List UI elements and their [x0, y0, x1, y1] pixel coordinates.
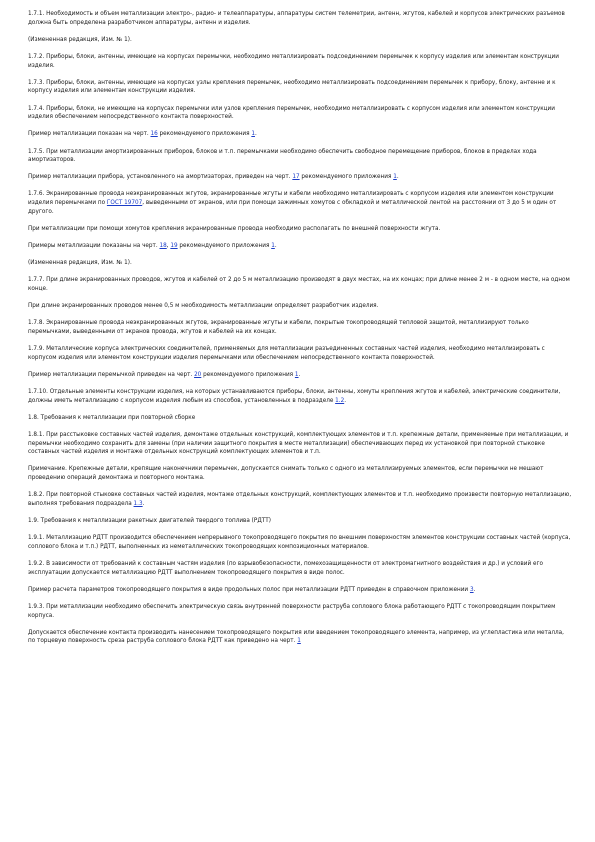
paragraph-text: При металлизации при помощи хомутов крепления экранированные провода необходимо располагать по внешней поверхности жгута. [28, 225, 441, 232]
paragraph [28, 560, 572, 577]
paragraph-text: 1.7.9. Металлические корпуса электрических соединителей, применяемых для металлизации разъединенных составных частей изделия, необходимо металлизировать с корпусом изделия или элементом конструкции изделия перемычками или обеспечением непосредственного контакта поверхностей. [28, 346, 545, 361]
paragraph [28, 53, 572, 70]
paragraph [28, 371, 572, 380]
paragraph-text: (Измененная редакция, Изм. № 1). [28, 36, 132, 43]
paragraph-text: 1.9. Требования к металлизации ракетных двигателей твердого топлива (РДТТ) [28, 518, 271, 525]
paragraph [28, 431, 572, 457]
paragraph [28, 491, 572, 508]
reference-link[interactable]: 1 [251, 131, 255, 138]
paragraph [28, 586, 572, 595]
reference-link[interactable]: 16 [150, 131, 158, 138]
paragraph-text: 1.7.3. Приборы, блоки, антенны, имеющие на корпусах узлы крепления перемычек, необходимо металлизировать подсоединением перемычек к прибору, блоку, антенне и к корпусу изделия или элементам конструкции изделия. [28, 79, 556, 95]
paragraph-text: 1.8.2. При повторной стыковке составных частей изделия, монтаже отдельных конструкций, комплектующих элементов и т.п. необходимо произвести повторную металлизацию, выполняя требования подраздела [28, 492, 572, 507]
reference-link[interactable]: ГОСТ 19707 [106, 200, 143, 207]
document-body [28, 10, 572, 655]
paragraph-text: Пример металлизации перемычкой приведен на черт. [28, 371, 195, 378]
paragraph-text: . [396, 174, 399, 181]
paragraph-text: 1.8.1. При расстыковке составных частей изделия, демонтаже отдельных конструкций, комплектующих элементов и т.п. крепежные детали, применяемые при металлизации, и перемычки необходимо сохранить для замены (при наличии защитного покрытия в месте металлизации) обеспечивающих перед их установкой при повторной стыковке составных частей изделия и монтаже отдельных конструкций комплектующих элементов и т.п. [28, 432, 569, 456]
paragraph [28, 414, 572, 423]
paragraph-text: 1.9.2. В зависимости от требований к составным частям изделия (по взрывобезопасности, помехозащищенности от электромагнитного воздействия и др.) и условий его эксплуатации допускается металлизацию РДТТ выполнением токопроводящего покрытия в виде полос. [28, 561, 543, 576]
paragraph-text: 1.8. Требования к металлизации при повторной сборке [28, 414, 196, 421]
paragraph [28, 225, 572, 234]
paragraph-text: 1.9.3. При металлизации необходимо обеспечить электрическую связь внутренней поверхности раструба соплового блока работающего РДТТ с токопроводящим покрытием корпуса. [28, 603, 556, 619]
paragraph-text: , [166, 243, 171, 250]
paragraph-text: рекомендуемого приложения [299, 174, 394, 181]
reference-link[interactable]: 1 [297, 638, 301, 645]
paragraph [28, 190, 572, 216]
reference-link[interactable]: 1 [271, 243, 275, 250]
paragraph [28, 534, 572, 551]
paragraph [28, 603, 572, 620]
paragraph-text: . [298, 371, 301, 378]
paragraph-text: Пример металлизации прибора, установленного на амортизаторах, приведен на черт. [28, 174, 293, 181]
paragraph-text: Пример расчета параметров токопроводящего покрытия в виде продольных полос при металлизации РДТТ приведен в справочном приложении [28, 586, 470, 593]
paragraph [28, 388, 572, 405]
paragraph [28, 345, 572, 362]
paragraph [28, 629, 572, 646]
paragraph [28, 79, 572, 96]
paragraph [28, 148, 572, 165]
paragraph-text: Примеры металлизации показаны на черт. [28, 243, 160, 250]
reference-link[interactable]: 20 [194, 371, 202, 378]
paragraph [28, 130, 572, 139]
paragraph [28, 259, 572, 268]
paragraph-text: . [344, 397, 346, 404]
paragraph-text: . [254, 131, 257, 138]
paragraph [28, 10, 572, 27]
paragraph-text: 1.7.1. Необходимость и объем металлизации электро-, радио- и телеаппаратуры, аппаратуры систем телеметрии, антенн, жгутов, кабелей и корпусов электрических разъемов должна быть определена разработчиком аппаратуры, антенн и изделия. [28, 11, 565, 26]
reference-link[interactable]: 1.3 [133, 500, 143, 507]
paragraph-text: . [274, 243, 277, 250]
paragraph [28, 302, 572, 311]
reference-link[interactable]: 3 [469, 586, 474, 593]
paragraph [28, 276, 572, 293]
paragraph-text: 1.7.2. Приборы, блоки, антенны, имеющие на корпусах перемычки, необходимо металлизировать подсоединением перемычек к корпусу изделия или элементам конструкции изделия. [28, 53, 559, 69]
reference-link[interactable]: 18 [159, 243, 167, 250]
paragraph-text: рекомендуемого приложения [157, 131, 252, 138]
paragraph-text: . [142, 500, 145, 507]
paragraph [28, 105, 572, 122]
paragraph-text: , выведенными от экранов, или при помощи зажимных хомутов с обкладкой и металлической лентой на расстоянии от 3 до 5 м один от другого. [28, 200, 557, 215]
paragraph-text: . [473, 586, 476, 593]
paragraph [28, 465, 572, 482]
paragraph-text: 1.7.10. Отдельные элементы конструкции изделия, на которых устанавливаются приборы, блоки, антенны, хомуты крепления жгутов и кабелей, электрические соединители, должны иметь металлизацию с корпусом изделия любым из способов, установленных в подразделе [28, 389, 561, 404]
reference-link[interactable]: 1 [294, 371, 299, 378]
paragraph [28, 319, 572, 336]
paragraph-text: рекомендуемого приложения [177, 243, 272, 250]
reference-link[interactable]: 1 [393, 174, 397, 181]
paragraph [28, 36, 572, 45]
reference-link[interactable]: 1.2 [335, 397, 345, 404]
reference-link[interactable]: 17 [292, 174, 300, 181]
paragraph-text: При длине экранированных проводов менее 0,5 м необходимость металлизации определяет разработчик изделия. [28, 303, 379, 310]
paragraph-text: 1.7.6. Экранированные провода неэкранированных жгутов, экранированные жгуты и кабели необходимо металлизировать с корпусом изделия или элементом конструкции изделия перемычками по [28, 191, 554, 207]
paragraph-text: Пример металлизации показан на черт. [28, 131, 151, 138]
paragraph [28, 173, 572, 182]
paragraph-text: (Измененная редакция, Изм. № 1). [28, 260, 132, 267]
paragraph-text: 1.7.7. При длине экранированных проводов, жгутов и кабелей от 2 до 5 м металлизацию производят в двух местах, на их концах; при длине менее 2 м - в одном месте, на одном конце. [28, 277, 570, 292]
paragraph-text: 1.7.8. Экранированные провода неэкранированных жгутов, экранированные жгуты и кабели, покрытые токопроводящей тепловой защитой, металлизируют только перемычками, выведенными от экранов провода, жгутов и кабелей на их концах. [28, 320, 529, 335]
reference-link[interactable]: 19 [170, 243, 178, 250]
paragraph [28, 242, 572, 251]
paragraph-text: 1.7.4. Приборы, блоки, не имеющие на корпусах перемычки или узлов крепления перемычек, необходимо металлизировать с корпусом изделия или элементом конструкции изделия обеспечением непосредственного контакта поверхностей. [28, 105, 555, 121]
paragraph-text: рекомендуемого приложения [201, 371, 295, 378]
paragraph-text: 1.7.5. При металлизации амортизированных приборов, блоков и т.п. перемычками необходимо обеспечить свободное перемещение приборов, блоков в пределах хода амортизаторов. [28, 148, 537, 164]
paragraph [28, 517, 572, 526]
paragraph-text: Примечание. Крепежные детали, крепящие наконечники перемычек, допускается снимать только с одного из металлизируемых элементов, если перемычки не мешают проведению операций демонтажа и повторного монтажа. [28, 466, 544, 482]
paragraph-text: Допускается обеспечение контакта производить нанесением токопроводящего покрытия или введением токопроводящего элемента, например, из углепластика или металла, по торцевую поверхность среза раструба соплового блока РДТТ как приведено на черт. [28, 629, 564, 645]
paragraph-text: 1.9.1. Металлизацию РДТТ производится обеспечением непрерывного токопроводящего покрытия по внешним поверхностям элементов конструкции составных частей (корпуса, соплового блока и т.п.) РДТТ, выполненных из неметаллических токопроводящих композиционных материалов. [28, 535, 571, 550]
